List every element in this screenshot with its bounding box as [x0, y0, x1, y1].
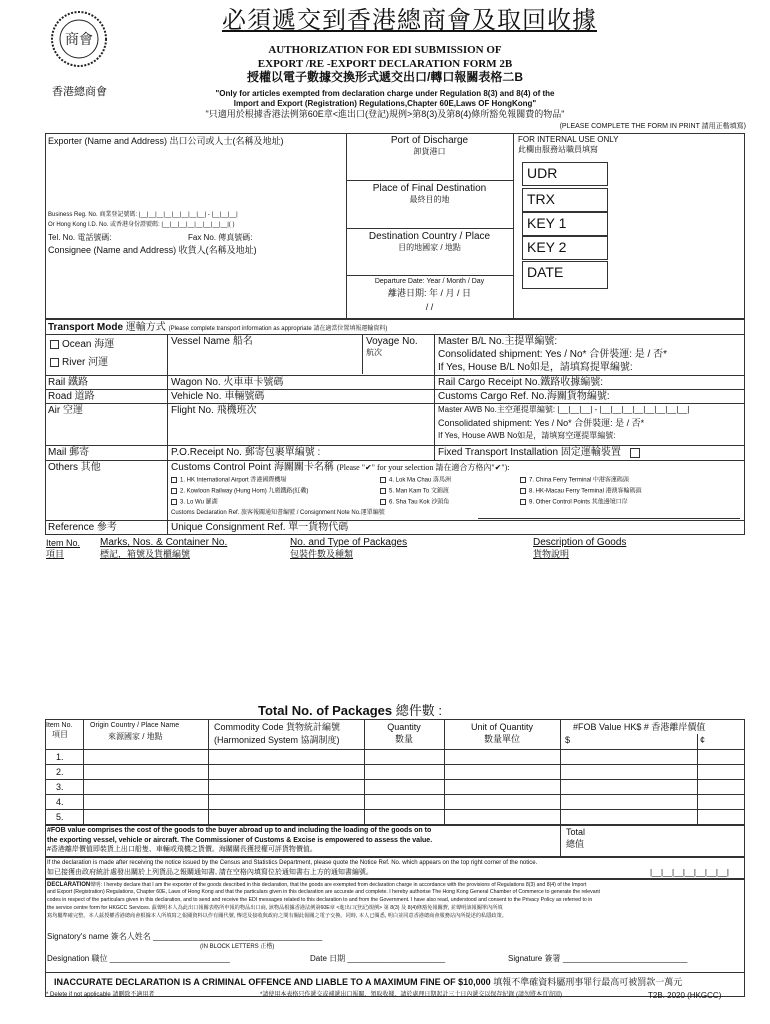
declaration-line-2: and Export (Registration) Regulations, Chapter 60E, Laws of Hong Kong and that the particulars given in this declaration are accurate and complete. I hereby authorise The Hong Kong General Chamber of Commerce to generate the relevant: [47, 889, 600, 895]
footer-note-cn: *請使用本表格只作遞交或補遞出口報關、領取收據、請於處理日期起計三十日內遞交以保存紀錄 (請勿將本頁寄回): [260, 992, 563, 998]
departure-label: Departure Date: Year / Month / Day: [374, 278, 485, 285]
key1-box: KEY 1: [522, 212, 608, 236]
ccp-option-9[interactable]: 9. Other Control Points 其他邊境口岸: [520, 499, 628, 506]
others-label: Others 其他: [48, 462, 101, 473]
delete-note: * Delete if not applicable 請刪除不適用者: [46, 992, 155, 998]
air-label: Air 空運: [48, 405, 83, 416]
internal-label-cn: 此欄由服務站職員填寫: [518, 145, 598, 154]
cdr-field[interactable]: Customs Declaration Ref. 旅客報關通知書編號 / Consignment Note No.運單編號: [171, 510, 385, 516]
ccp-option-4[interactable]: 4. Lok Ma Chau 落馬洲: [380, 477, 451, 484]
fob-note-en-2: the exporting vessel, vehicle or aircraft. The Commissioner of Customs & Excise is empowered to assess the value.: [47, 837, 433, 844]
date-field[interactable]: Date 日期 ______________________: [310, 954, 446, 963]
ccp-option-8[interactable]: 8. HK-Macau Ferry Terminal 港澳客輪碼頭: [520, 488, 642, 495]
goods-packages: No. and Type of Packages: [290, 537, 408, 548]
title-en-2: EXPORT /RE -EXPORT DECLARATION FORM 2B: [257, 58, 513, 70]
signatory-field[interactable]: Signatory's name 簽名人姓名 ______________________________________: [47, 932, 323, 941]
declaration-line-4: the service centre form for HKGCC Services. 茲聲明本人為此出口報關表格所申報的物品出口商, 該物品根據香港法例第60E章 <進出口(登記)規例> 第 8(3) 及 8(4)條豁免報關費, 並聲明該報關單內所填: [47, 905, 503, 911]
title-cn: 必須遞交到香港總商會及取回收據: [222, 8, 597, 34]
declaration-title: DECLARATION: [47, 882, 91, 888]
col-fob-cents: ¢: [700, 735, 706, 745]
ccp-option-3[interactable]: 3. Lo Wu 羅湖: [171, 499, 218, 506]
col-fob: #FOB Value HK$ # 香港離岸價值: [573, 722, 706, 732]
total-packages: [258, 704, 442, 719]
master-awb-field[interactable]: Master AWB No.主空運提單編號: |__|__|__| - |__|__|__|__|__|__|__|__|: [438, 405, 690, 414]
ocean-checkbox[interactable]: Ocean 海運: [50, 339, 114, 351]
fixed-transport-checkbox[interactable]: [630, 448, 640, 458]
flight-field[interactable]: Flight No. 飛機班次: [171, 405, 257, 416]
voyage-label: Voyage No.: [366, 336, 418, 347]
total-value-field[interactable]: [600, 827, 743, 855]
warning-en: INACCURATE DECLARATION IS A CRIMINAL OFFENCE AND LIABLE TO A MAXIMUM FINE OF $10,000: [54, 977, 491, 987]
tel-field[interactable]: Tel. No. 電話號碼:: [48, 233, 112, 242]
ccp-note: (Please "✔" for your selection 請在適合方格內"✔"):: [336, 463, 510, 472]
col-origin-cn: 來源國家 / 地點: [108, 732, 163, 741]
departure-field[interactable]: / /: [425, 302, 434, 312]
ccp-option-2[interactable]: 2. Kowloon Railway (Hung Hom) 九廣鐵路(紅磡): [171, 488, 308, 495]
vehicle-field[interactable]: Vehicle No. 車輛號碼: [171, 391, 265, 402]
master-bl-field[interactable]: Master B/L No.主提單編號:: [438, 336, 558, 347]
ccp-option-6[interactable]: 6. Sha Tau Kok 沙頭角: [380, 499, 449, 506]
departure-label-cn: 離港日期: 年 / 月 / 日: [387, 288, 471, 298]
org-name-cn: 香港總商會: [52, 86, 107, 98]
ucr-field[interactable]: Unique Consignment Ref. 單一貨物代碼: [171, 522, 349, 533]
svg-text:商會: 商會: [65, 32, 93, 48]
total-packages-label-cn: 總件數 :: [395, 703, 442, 718]
designation-field[interactable]: Designation 職位 ___________________________: [47, 954, 230, 963]
customs-ref-field[interactable]: Customs Cargo Ref. No.海關貨物編號:: [438, 391, 610, 402]
warning: [54, 977, 682, 987]
transport-title: [48, 322, 387, 334]
col-unit: Unit of Quantity: [470, 722, 534, 732]
col-fob-dollar: $: [565, 735, 571, 745]
late-note-cn: 如已接獲由政府統計處發出關於上列貨品之報關通知書, 請在空格內填寫位於通知書右上方的通知書編號。: [47, 869, 373, 876]
fob-note-cn: #香港離岸價值即裝貨上出口船隻、車輛或飛機之貨價。海關關長獲授權可評貨物價值。: [47, 846, 317, 853]
dest-country-label: Destination Country / Place: [368, 231, 491, 242]
hkid-field[interactable]: Or Hong Kong I.D. No. 或香港身份證號碼: |__|__|__|__|__|__|__|__|( ): [48, 222, 235, 228]
key2-box: KEY 2: [522, 236, 608, 260]
final-dest-label-cn: 最終目的地: [409, 195, 450, 204]
exempt-en-1: "Only for articles exempted from declaration charge under Regulation 8(3) and 8(4) of the: [215, 89, 555, 98]
date-box: DATE: [522, 261, 608, 289]
ccp-option-5[interactable]: 5. Man Kam To 文錦渡: [380, 488, 449, 495]
late-note-en: If the declaration is made after receiving the notice issued by the Census and Statistics Department, please quote the Notice Ref. No. which appears on the top right corner of the notice.: [47, 860, 538, 866]
house-awb-field[interactable]: If Yes, House AWB No如是，請填寫空運提單編號:: [438, 431, 616, 440]
goods-desc-cn: 貨物說明: [533, 549, 570, 559]
print-note: (PLEASE COMPLETE THE FORM IN PRINT 請用正楷填寫): [559, 123, 746, 130]
declaration-line-3: codes in respect of the particulars given in this declaration, and to send and receive the EDI messages related to this declaration to and from the Government. I have also read, understood and consent to the Privacy Policy as referred to in: [47, 897, 593, 903]
exempt-cn: "只適用於根據香港法例第60E章<進出口(登記)規例>第8(3)及第8(4)條所豁免報關費的物品": [205, 109, 565, 119]
dest-country-label-cn: 目的地國家 / 地點: [398, 243, 461, 252]
goods-marks-cn: 標記，箱號及貨櫃編號: [100, 549, 191, 559]
ccp-option-1[interactable]: 1. HK International Airport 香港國際機場: [171, 477, 286, 484]
fob-note-en-1: #FOB value comprises the cost of the goods to the buyer abroad up to and including the loading of the goods on to: [47, 827, 432, 834]
col-commodity-cn: (Harmonized System 協調制度): [214, 735, 340, 745]
transport-title-cn: 運輸方式: [125, 322, 166, 333]
row-1-label: 1.: [56, 752, 64, 762]
commodity-rows-entry[interactable]: [84, 750, 744, 824]
reference-label: Reference 參考: [48, 522, 117, 533]
form-code: T2B. 2020 (HKGCC): [648, 991, 722, 1000]
ccp-option-7[interactable]: 7. China Ferry Terminal 中港客運碼頭: [520, 477, 629, 484]
voyage-label-cn: 航次: [366, 348, 382, 357]
total-label: Total: [566, 827, 586, 837]
fixed-transport-label: Fixed Transport Installation 固定運輸裝置: [438, 447, 621, 458]
rail-label: Rail 鐵路: [48, 377, 89, 388]
row-5-label: 5.: [56, 812, 64, 822]
col-quantity: Quantity: [387, 722, 421, 732]
transport-note: (Please complete transport information as appropriate 請在適當位置填報運輸資料): [168, 326, 388, 332]
col-quantity-cn: 數量: [394, 734, 413, 744]
goods-desc: Description of Goods: [533, 537, 627, 548]
wagon-field[interactable]: Wagon No. 火車車卡號碼: [171, 377, 284, 388]
total-label-cn: 總值: [566, 839, 585, 849]
final-dest-label: Place of Final Destination: [372, 183, 487, 194]
mail-label: Mail 郵寄: [48, 447, 90, 458]
exporter-label: Exporter (Name and Address) 出口公司或人士(名稱及地址): [48, 136, 284, 146]
vessel-label: Vessel Name 船名: [171, 336, 253, 347]
internal-label: FOR INTERNAL USE ONLY: [518, 135, 619, 144]
title-en-1: AUTHORIZATION FOR EDI SUBMISSION OF: [268, 44, 502, 56]
exporter-field[interactable]: [48, 148, 344, 208]
block-letters-note: (IN BLOCK LETTERS 正楷): [200, 944, 275, 950]
signature-field[interactable]: Signature 簽署 ____________________________: [508, 954, 688, 963]
goods-entry-area[interactable]: [46, 562, 744, 702]
road-label: Road 道路: [48, 391, 95, 402]
total-packages-label: Total No. of Packages: [258, 703, 393, 718]
house-bl-field[interactable]: If Yes, House B/L No如是，請填寫提單編號:: [438, 362, 633, 373]
title-cn-2: 授權以電子數據交換形式遞交出口/轉口報關表格二B: [246, 70, 523, 84]
warning-cn: 填報不準確資料屬刑事罪行最高可被罰款一萬元: [493, 977, 683, 987]
col-item-no: Item No.: [46, 722, 73, 729]
goods-marks: Marks, Nos. & Container No.: [100, 537, 228, 548]
consignee-field[interactable]: [48, 258, 344, 316]
declaration-line-5: 寫均屬準確完整。本人茲授權香港總商會根據本人所填寫之報關資料以作有關代號, 傳送及接收與政府之間有關此報關之電子交換。同時, 本人已閱悉, 明白並同意香港總商會服務站內所提述的私隱政策。: [47, 913, 507, 919]
br-no-field[interactable]: Business Reg. No. 商業登記號碼: |__|__|__|__|__|__|__|__| - |__|__|__|: [48, 212, 238, 218]
col-item-cn: 項目: [52, 730, 68, 739]
trx-box: TRX: [522, 188, 608, 212]
goods-packages-cn: 包裝件數及種類: [290, 549, 354, 559]
declaration-line-1: DECLARATION聲明: I hereby declare that I am the exporter of the goods described in this declaration, that the goods are exempted from declaration charge in accordance with the provisions of Regulations 8(3) and 8(4) of the Import: [47, 882, 587, 888]
notice-ref-field[interactable]: |__|__|__|__|__|__|__|: [650, 868, 729, 877]
po-receipt-field[interactable]: P.O.Receipt No. 郵寄包裹單編號 :: [171, 447, 321, 458]
rail-receipt-field[interactable]: Rail Cargo Receipt No.鐵路收據編號:: [438, 377, 604, 388]
goods-item-cn: 項目: [46, 549, 65, 559]
discharge-label: Port of Discharge: [390, 135, 469, 146]
transport-title-en: Transport Mode: [48, 322, 124, 333]
fax-field[interactable]: Fax No. 傳真號碼:: [188, 233, 253, 242]
row-2-label: 2.: [56, 767, 64, 777]
consignee-label: Consignee (Name and Address) 收貨人(名稱及地址): [48, 245, 257, 255]
consol2-field[interactable]: Consolidated shipment: Yes / No* 合併裝運: 是 / 否*: [438, 418, 645, 428]
row-3-label: 3.: [56, 782, 64, 792]
udr-box: UDR: [522, 162, 608, 186]
col-unit-cn: 數量單位: [483, 734, 520, 744]
col-origin: Origin Country / Place Name: [90, 722, 180, 729]
discharge-label-cn: 卸貨港口: [413, 147, 446, 156]
ccp-label: Customs Control Point 海關關卡名稱 (Please "✔" for your selection 請在適合方格內"✔"):: [171, 462, 510, 473]
col-commodity: Commodity Code 貨物統計編號: [214, 722, 341, 732]
river-checkbox[interactable]: River 河運: [50, 357, 108, 369]
consol-field[interactable]: Consolidated shipment: Yes / No* 合併裝運: 是 / 否*: [438, 349, 667, 360]
goods-item-no: Item No.: [46, 538, 81, 548]
exempt-en-2: Import and Export (Registration) Regulations,Chapter 60E,Laws OF HongKong": [233, 99, 537, 108]
row-4-label: 4.: [56, 797, 64, 807]
